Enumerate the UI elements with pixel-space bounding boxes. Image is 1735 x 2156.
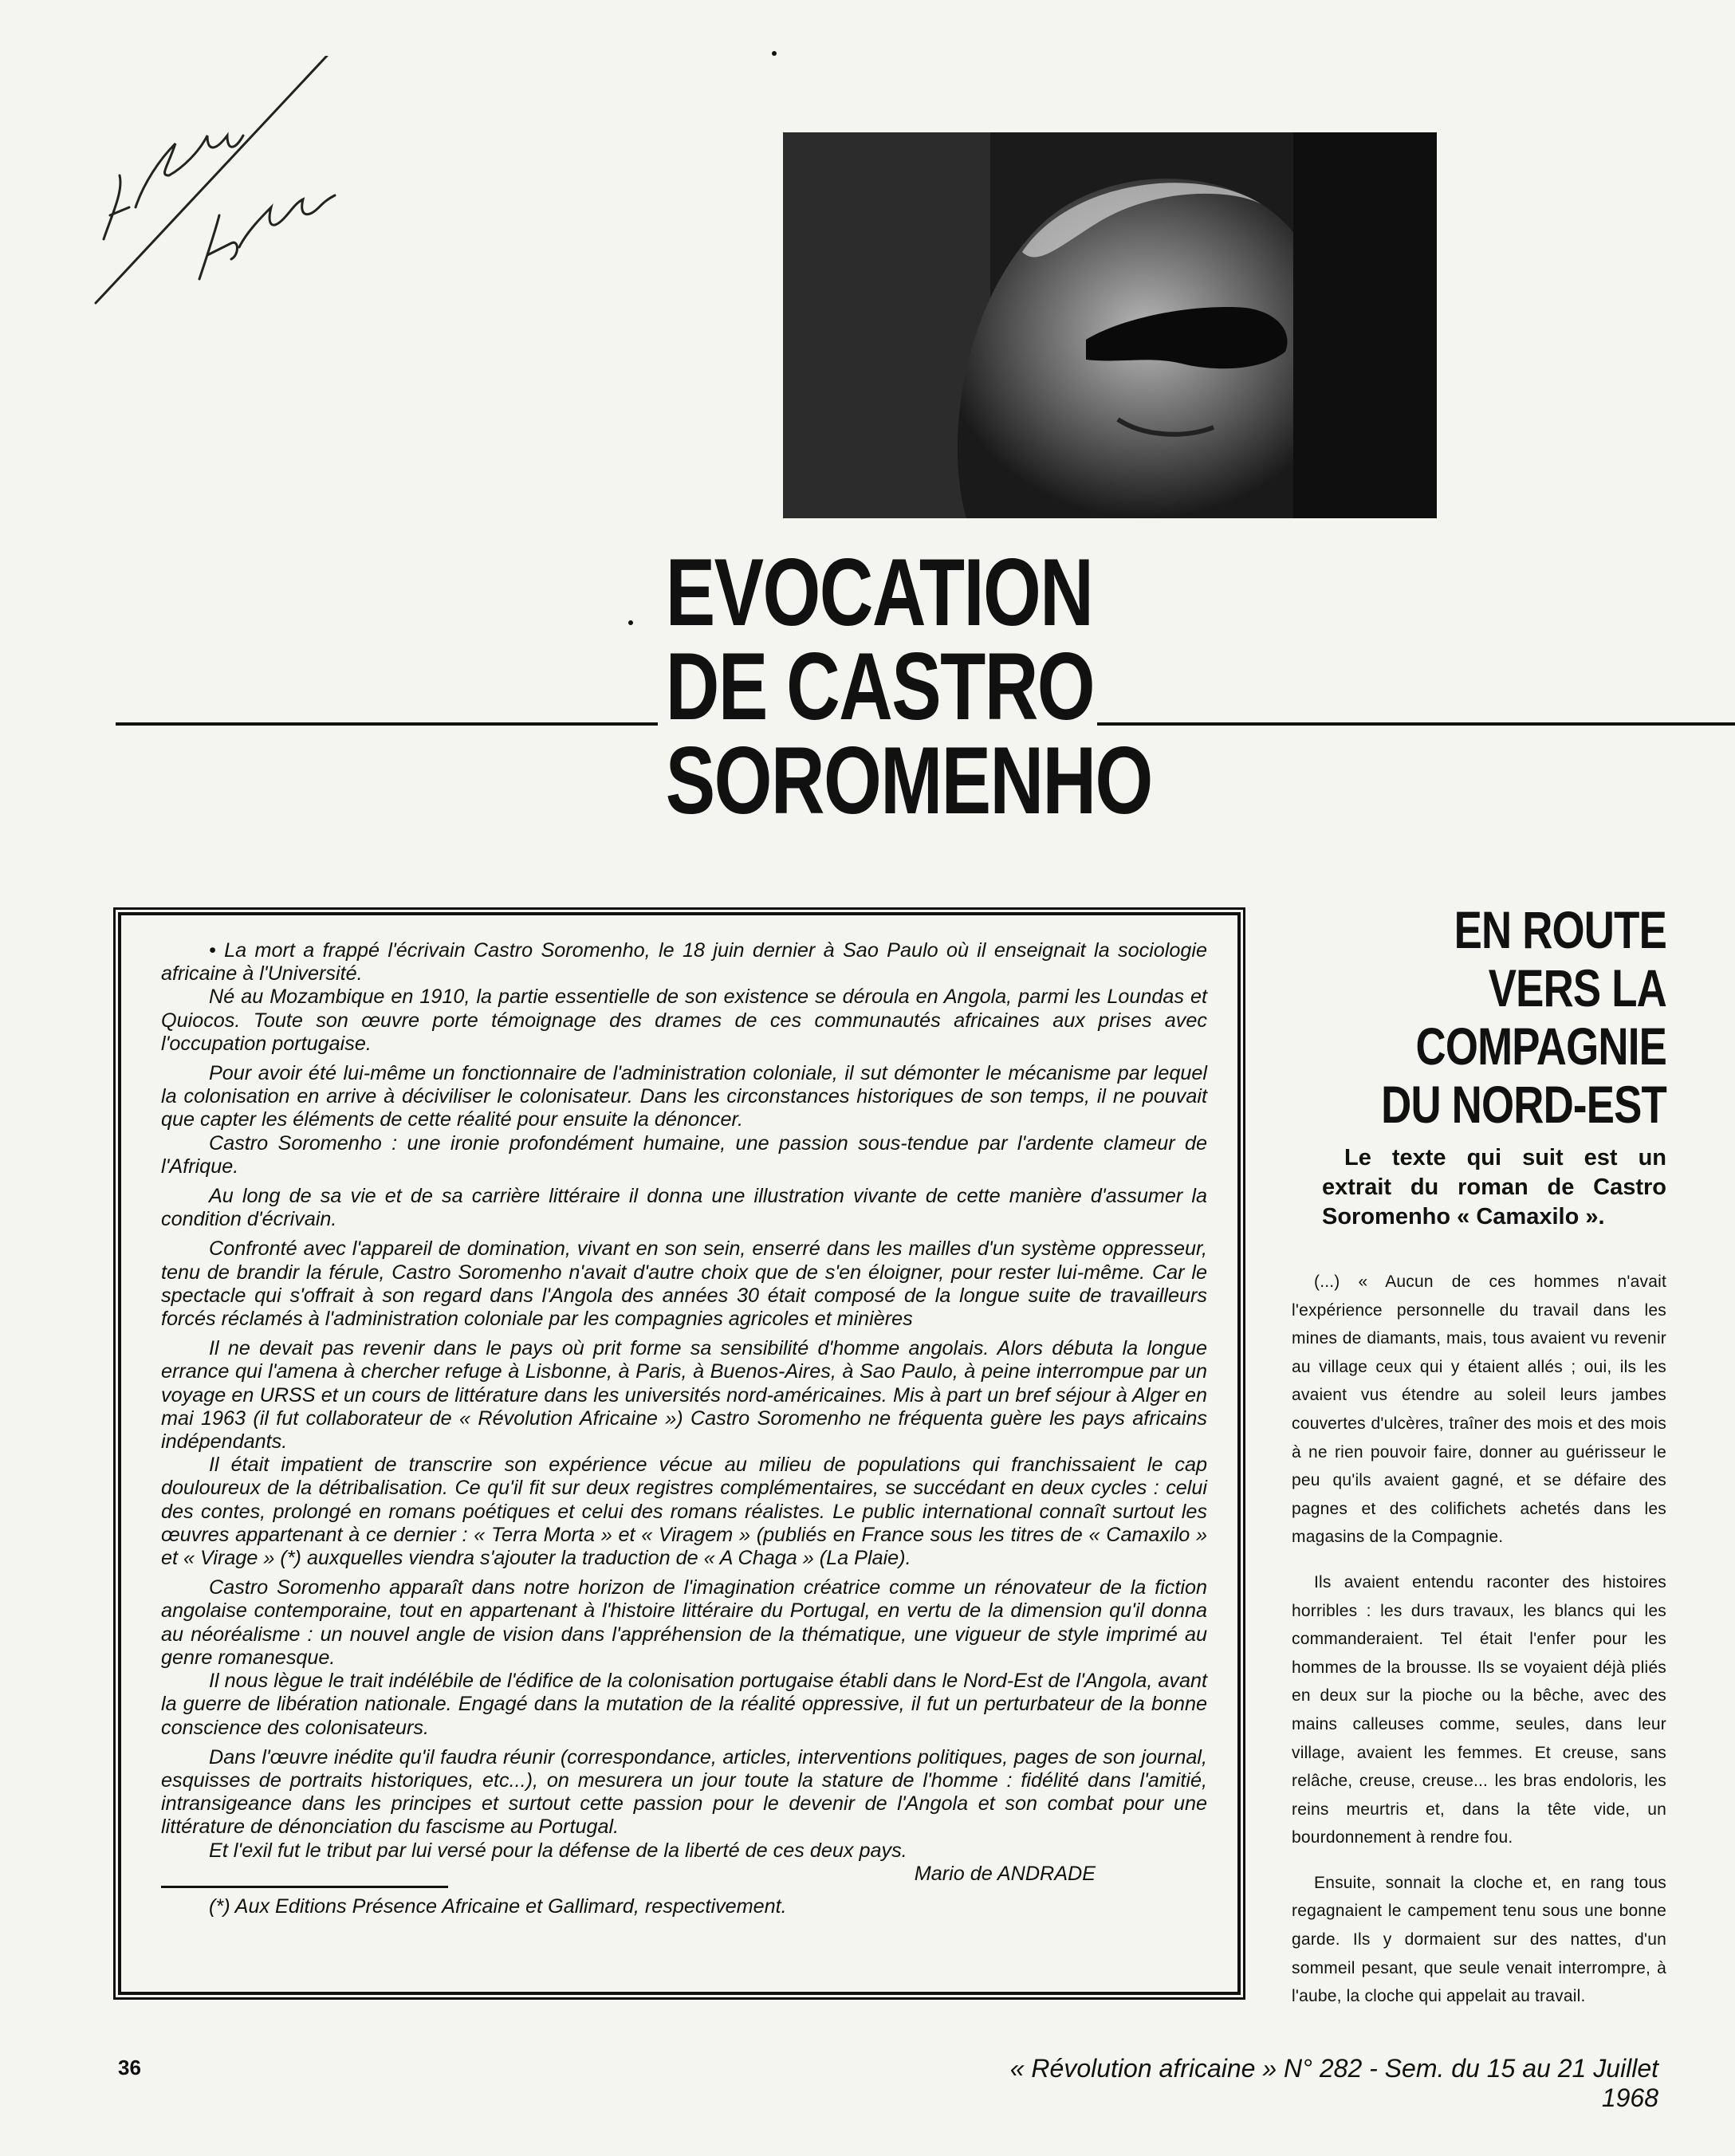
headline-rule-right — [1097, 722, 1735, 726]
author-portrait-photo — [783, 132, 1437, 518]
handwritten-annotation — [80, 56, 343, 319]
sidebar-title-line: DU NORD-EST — [1381, 1075, 1666, 1134]
article-paragraph: Confronté avec l'appareil de domination, vivant en son sein, enserré dans les mailles d'un système oppresseur, tenu de brandir la férule, Castro Soromenho n'avait d'autre choix que de s'en éloigner, pour rester lui-même. Car le spectacle qui s'offrait à son regard dans l'Angola des années 30 était composé de la longue suite de travailleurs forcés réclamés à l'administration coloniale par les compagnies agricoles et minières — [161, 1237, 1207, 1331]
article-paragraph: Au long de sa vie et de sa carrière littéraire il donna une illustration vivante de cette manière d'assumer la condition d'écrivain. — [161, 1185, 1207, 1231]
article-paragraph: Pour avoir été lui-même un fonctionnaire de l'administration coloniale, il sut démonter le mécanisme par lequel la colonisation en arrive à déciviliser le colonisateur. Dans les circonstances historiques de son temps, il ne pouvait que capter les éléments de cette réalité pour ensuite la dénoncer. — [161, 1062, 1207, 1131]
publication-footer: « Révolution africaine » N° 282 - Sem. du 15 au 21 Juillet 1968 — [1009, 2054, 1658, 2112]
article-paragraph: Il était impatient de transcrire son expérience vécue au milieu de populations qui franchissaient le cap douloureux de la détribalisation. Ce qu'il fit sur deux registres complémentaires, se succédant en deux cycles : celui des contes, prolongé en romans poétiques et celui des romans réalistes. Le public international connaît surtout les œuvres appartenant à ce dernier : « Terra Morta » et « Viragem » (publiés en France sous les titres de « Camaxilo » et « Virage » (*) auxquelles viendra s'ajouter la traduction de « A Chaga » (La Plaie). — [161, 1454, 1207, 1570]
sidebar-paragraph: (...) « Aucun de ces hommes n'avait l'expérience personnelle du travail dans les mines de diamants, mais, tous avaient vu revenir au village ceux qui y étaient allés ; oui, ils les avaient vus étendre au soleil leurs jambes couvertes d'ulcères, traîner des mois et des mois à ne rien pouvoir faire, donner au guérisseur le peu qu'ils avaient gagné, et se défaire des pagnes et des colifichets achetés dans les magasins de la Compagnie. — [1292, 1273, 1666, 1547]
headline-rule-left — [116, 722, 658, 726]
title-line-1: EVOCATION — [665, 539, 1093, 646]
page-title — [665, 539, 1152, 834]
sidebar-title-line: COMPAGNIE — [1415, 1017, 1666, 1076]
author-signature: Mario de ANDRADE — [914, 1862, 1096, 1885]
article-paragraph: Il ne devait pas revenir dans le pays où prit forme sa sensibilité d'homme angolais. Alors débuta la longue errance qui l'amena à chercher refuge à Lisbonne, à Paris, à Buenos-Aires, à Sao Paulo, à peine interrompue par un voyage en URSS et un cours de littérature dans les universités nord-américaines. Mis à part un bref séjour à Alger en mai 1963 (il fut collaborateur de « Révolution Africaine ») Castro Soromenho ne fréquenta guère les pays africains indépendants. — [161, 1337, 1207, 1454]
title-line-3: SOROMENHO — [665, 727, 1152, 834]
article-paragraph: Et l'exil fut le tribut par lui versé pour la défense de la liberté de ces deux pays. — [209, 1839, 907, 1862]
sidebar-title-line: VERS LA — [1488, 958, 1666, 1017]
page-number: 36 — [118, 2056, 141, 2079]
sidebar-title — [1367, 901, 1666, 1134]
article-paragraph: Il nous lègue le trait indélébile de l'édifice de la colonisation portugaise établi dans le Nord-Est de l'Angola, avant la guerre de libération nationale. Engagé dans la mutation de la réalité oppressive, il fut un perturbateur de la bonne conscience des colonisateurs. — [161, 1670, 1207, 1739]
ornament-dot — [772, 51, 777, 56]
sidebar-paragraph: Ils avaient entendu raconter des histoires horribles : les durs travaux, les blancs qui les commanderaient. Tel était l'enfer pour les hommes de la brousse. Ils se voyaient déjà pliés en deux sur la pioche ou la bêche, avec des mains calleuses comme, seules, dans leur village, avaient les femmes. Et creuse, sans relâche, creuse, creuse... les bras endoloris, les reins meurtris et, dans la tête vide, un bourdonnement à rendre fou. — [1292, 1572, 1666, 1847]
article-paragraph: Castro Soromenho : une ironie profondément humaine, une passion sous-tendue par l'ardente clameur de l'Afrique. — [161, 1131, 1207, 1178]
sidebar-excerpt — [1292, 1268, 1666, 2028]
footnote: (*) Aux Editions Présence Africaine et Gallimard, respectivement. — [209, 1894, 787, 1918]
article-paragraph: Né au Mozambique en 1910, la partie essentielle de son existence se déroula en Angola, parmi les Loundas et Quiocos. Toute son œuvre porte témoignage des drames de ces communautés africaines aux prises avec l'occupation portugaise. — [161, 986, 1207, 1055]
sidebar-title-line: EN ROUTE — [1454, 900, 1666, 959]
title-line-2: DE CASTRO — [665, 633, 1094, 740]
sidebar-paragraph: Ensuite, sonnait la cloche et, en rang tous regagnaient le campement tenu sous une bonne garde. Ils y dormaient sur des nattes, d'un sommeil pesant, que seule venait interrompre, à l'aube, la cloche qui appelait au travail. — [1292, 1873, 1666, 2006]
article-paragraph: • La mort a frappé l'écrivain Castro Soromenho, le 18 juin dernier à Sao Paulo où il enseignait la sociologie africaine à l'Université. — [161, 939, 1207, 986]
article-box — [118, 912, 1241, 1995]
article-paragraph: Dans l'œuvre inédite qu'il faudra réunir (correspondance, articles, interventions politiques, pages de son journal, esquisses de portraits historiques, etc...), on mesurera un jour toute la stature de l'homme : fidélité dans l'amitié, intransigeance dans les principes et surtout cette passion pour le devenir de l'Angola et son combat pour une littérature de dénonciation du fascisme au Portugal. — [161, 1745, 1207, 1839]
ornament-dot — [628, 620, 633, 625]
article-paragraph: Castro Soromenho apparaît dans notre horizon de l'imagination créatrice comme un rénovateur de la fiction angolaise contemporaine, tout en appartenant à l'histoire littéraire du Portugal, en vertu de la dimension qu'il donna au néoréalisme : un nouvel angle de vision dans l'appréhension de la thématique, une vigueur de style imprimé au genre romanesque. — [161, 1576, 1207, 1669]
footnote-rule — [161, 1886, 448, 1888]
sidebar-intro: Le texte qui suit est un extrait du roman de Castro Soromenho « Camaxilo ». — [1322, 1145, 1666, 1229]
